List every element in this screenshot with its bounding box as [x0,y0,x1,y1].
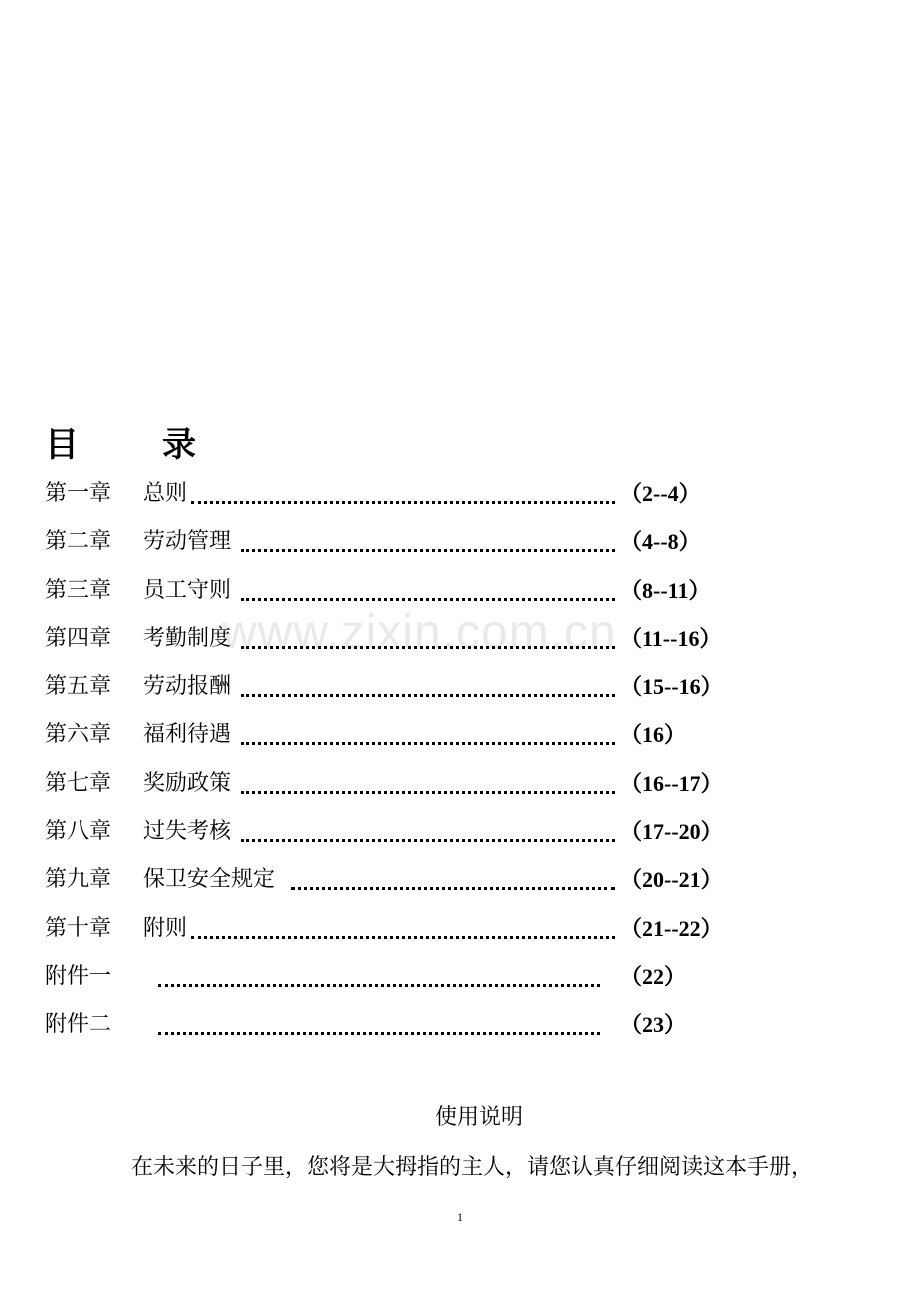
toc-page-range: （4--8） [620,529,701,555]
toc-leader-dots [158,984,600,987]
toc-leader-dots [158,1032,600,1035]
toc-entry-7 [45,760,735,808]
toc-entry-9 [45,856,735,904]
toc-entry-5 [45,663,735,711]
toc-chapter-name: 考勤制度 [143,625,232,651]
page-number: 1 [457,1210,463,1224]
toc-page-range: （20--21） [620,867,723,893]
toc-chapter-label: 附件二 [45,1012,112,1038]
toc-chapter-name: 附则 [143,915,188,941]
toc-chapter-name: 总则 [143,481,188,506]
toc-chapter-label: 第五章 [45,674,112,700]
toc-chapter-name: 劳动报酬 [143,674,232,700]
toc-chapter-label: 第十章 [45,915,112,941]
toc-chapter-label: 第三章 [45,577,112,603]
toc-page-range: （2--4） [620,481,701,506]
usage-heading: 使用说明 [434,1105,523,1130]
toc-leader-dots [241,694,615,697]
toc-leader-dots [241,791,615,794]
toc-page-range: （16--17） [620,770,723,796]
toc-chapter-name: 员工守则 [143,577,232,603]
toc-chapter-label: 第二章 [45,529,112,555]
toc-page-range: （11--16） [620,625,722,651]
toc-entry-11 [45,953,735,1001]
toc-leader-dots [291,887,615,890]
watermark: www.zixin.com.cn [222,606,617,659]
toc-leader-dots [241,549,615,552]
toc-entry-8 [45,808,735,856]
toc-chapter-label: 第六章 [45,722,112,748]
toc-page-range: （8--11） [620,577,711,603]
toc-entry-2 [45,518,735,566]
toc-title-char-2: 录 [162,425,196,465]
toc-chapter-name: 劳动管理 [143,529,232,555]
toc-leader-dots [191,936,615,939]
toc-chapter-name: 保卫安全规定 [143,867,276,893]
toc-list [45,470,735,1050]
toc-leader-dots [241,742,615,745]
toc-chapter-name: 过失考核 [143,819,232,845]
toc-page-range: （23） [620,1012,687,1038]
toc-entry-12 [45,1001,735,1049]
usage-paragraph: 在未来的日子里，您将是大拇指的主人，请您认真仔细阅读这本手册， [131,1155,814,1180]
toc-leader-dots [191,501,615,504]
toc-chapter-name: 奖励政策 [143,770,232,796]
toc-chapter-label: 附件一 [45,963,112,989]
toc-chapter-name: 福利待遇 [143,722,232,748]
toc-entry-1 [45,470,735,518]
toc-chapter-label: 第七章 [45,770,112,796]
toc-entry-6 [45,711,735,759]
toc-page-range: （16） [620,722,687,748]
toc-leader-dots [241,839,615,842]
toc-leader-dots [241,598,615,601]
toc-page-range: （17--20） [620,819,723,845]
toc-entry-10 [45,905,735,953]
toc-chapter-label: 第九章 [45,867,112,893]
toc-page-range: （15--16） [620,674,723,700]
toc-chapter-label: 第四章 [45,625,112,651]
toc-page-range: （21--22） [620,915,723,941]
toc-chapter-label: 第八章 [45,819,112,845]
toc-page-range: （22） [620,963,687,989]
toc-title-char-1: 目 [45,425,79,465]
toc-chapter-label: 第一章 [45,481,112,506]
